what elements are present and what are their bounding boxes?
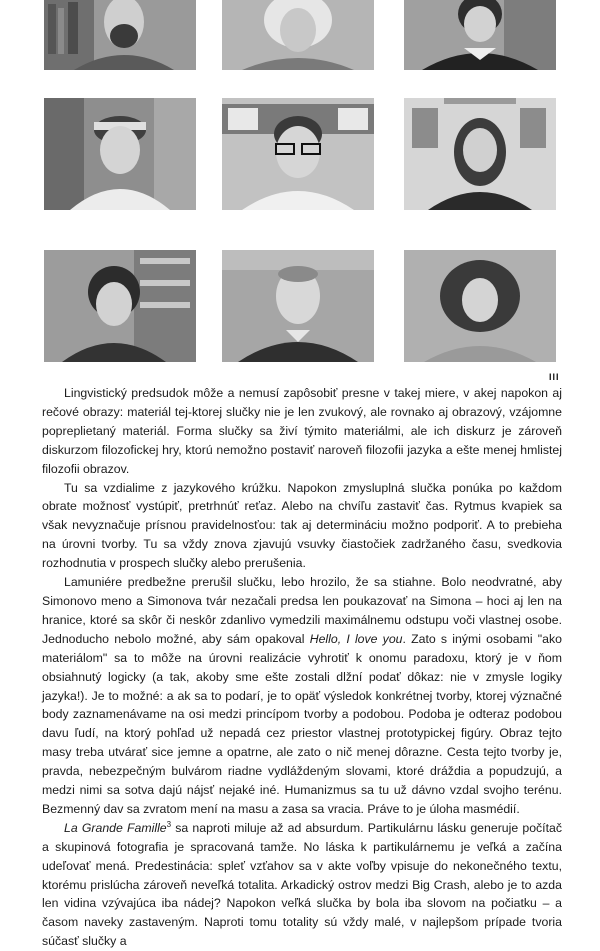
paragraph-text: . Zato s inými osobami "ako materiálom" sa to môže na úrovni realizácie vyhrotiť k onomu paradoxu, ktorý je v ňom obsiahnutý logicky (a tak, akoby sme ešte zostali dlžní podať dôkaz: nie v zmysle logiky jazyka!). Je to možné: a ak sa to podarí, je to opäť výsledok konkrétnej tvorby, ktorej význačné body zaznamenávame na osi medzi princípom tvorby a podobou. Podoba je odteraz podobou davu ľudí, na ktorý pohľad už nepadá cez priestor vlastnej prototypickej figúry. Obraz tejto masy treba utvárať sice jemne a opatrne, ale zato o nič menej dôrazne. Cesta tejto tvorby je, pravda, nebezpečným bulvárom riadne vydláždeným slovami, ktoré dráždia a popudzujú, a medzi nimi sa sotva dajú nájsť nejaké iné. Humanizmus sa tu už dávno vzdal svojho terénu. Bezmenný dav sa zvratom mení na masu a zasa sa vracia. Práve to je úloha masmédií.	[42, 631, 563, 816]
portrait-photo	[404, 98, 556, 210]
paragraph: Lingvistický predsudok môže a nemusí zapôsobiť presne v takej miere, v akej napokon aj rečové obrazy: materiál tej-ktorej slučky nie je len zvukový, ale rovnako aj obrazový, vzájomne popreplietaný materiál. Forma slučky sa živí týmito materiálmi, ale ich diskurz je zároveň diskurzom filozofickej hry, ktorú nemožno postaviť naroveň filozofii jazyka a ešte menej hmlistej filozofii obrazov.	[42, 386, 562, 476]
italic-title: Hello, I love you	[309, 631, 403, 646]
paragraph: Tu sa vzdialime z jazykového krúžku. Napokon zmysluplná slučka ponúka po každom obrate možnosť vystúpiť, pretrhnúť reťaz. Alebo na chvíľu zastaviť čas. Rytmus kvapiek sa však nevyznačuje prísnou pravidelnosťou: tak aj determináciu možno podporiť. A to prebieha na úrovni tvorby. Tu sa vždy znova zjavujú vsuvky čiastočiek zadržaného času, svedkovia rozhodnutia v prospech slučky alebo prerušenia.	[42, 480, 562, 571]
portrait-photo	[222, 250, 374, 362]
portrait-photo	[44, 98, 196, 210]
portrait-photo	[222, 98, 374, 210]
article-body	[42, 384, 562, 951]
paragraph	[42, 819, 562, 951]
portrait-photo	[404, 250, 556, 362]
portrait-photo	[404, 0, 556, 70]
footnote-ref: 3	[166, 819, 172, 829]
portrait-photo	[222, 0, 374, 70]
portrait-photo	[44, 250, 196, 362]
section-marker: III	[549, 372, 560, 382]
photo-grid	[44, 0, 556, 364]
paragraph-text: Lamuniére predbežne prerušil slučku, lebo hrozilo, že sa stiahne. Bolo neodvratné, aby Simonovo meno a Simonova tvár nezačali predsa len poukazovať na Simona – hoci aj len na hranice, ktoré sa skôr či neskôr zdanlivo vymedzili maximálnemu odstupu voči vlastnej osobe. Jednoducho nebolo možné, aby sám opakoval	[42, 575, 562, 646]
paragraph	[42, 573, 562, 819]
portrait-photo	[44, 0, 196, 70]
paragraph-text: sa naproti miluje až ad absurdum. Partikulárnu lásku generuje počítač a skupinová fotografia je spracovaná tamže. No láska k partikulárnemu je veľká a začína udeľovať mená. Predestinácia: spleť vzťahov sa v akte voľby vpisuje do nekonečného textu, ktorému prislúcha zároveň neveľká totalita. Arkadický ostrov medzi Big Crash, alebo je to azda len vidina vzývajúca iba nádej? Napokon veľká slučka by bola iba slovom na počiatku – a časom naveky zastaveným. Naproti tomu totality sú vždy malé, v najlepšom prípade tvoria súčasť slučky a	[42, 820, 563, 949]
italic-title: La Grande Famille	[64, 820, 167, 835]
